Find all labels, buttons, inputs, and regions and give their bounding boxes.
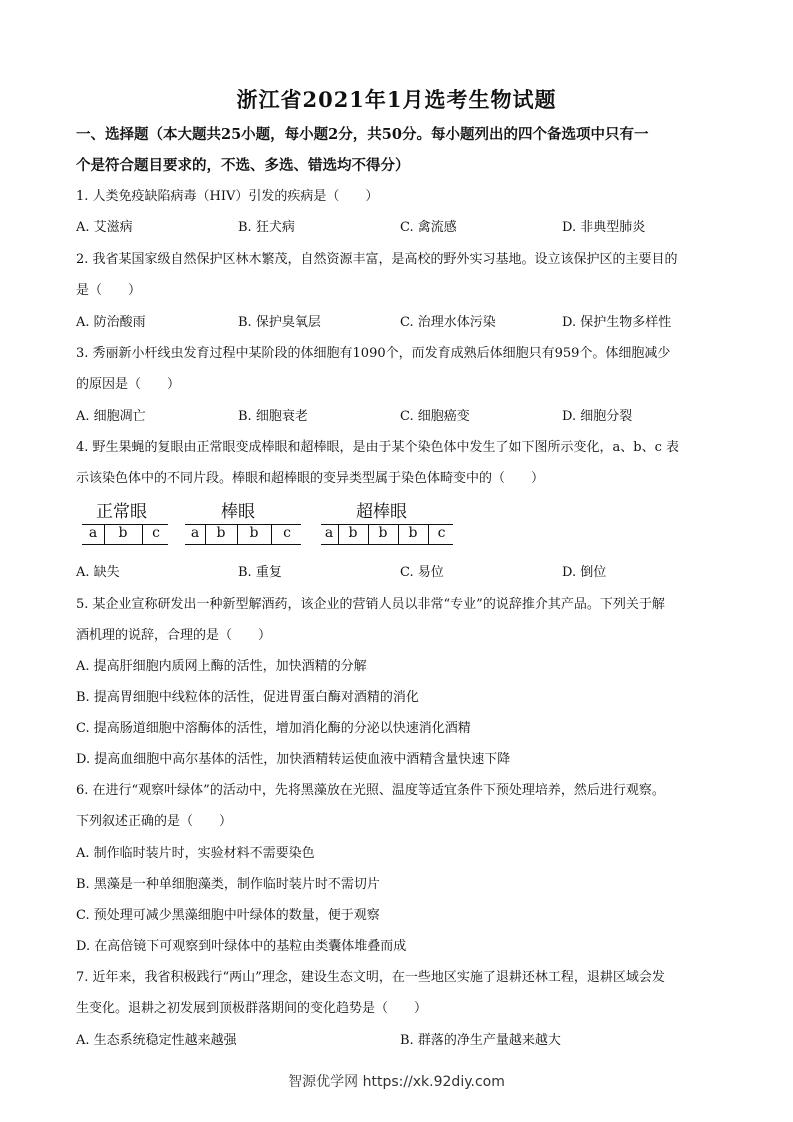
q5-option-b: B. 提高胃细胞中线粒体的活性，促进胃蛋白酶对酒精的消化 (76, 690, 419, 705)
section-heading-line-2: 个是符合题目要求的，不选、多选、错选均不得分） (76, 157, 410, 174)
q2-option-b: B. 保护臭氧层 (238, 315, 321, 330)
q5-option-c: C. 提高肠道细胞中溶酶体的活性，增加消化酶的分泌以快速消化酒精 (76, 721, 471, 736)
q7-stem-line-2: 生变化。退耕之初发展到顶极群落期间的变化趋势是（ ） (76, 1001, 428, 1016)
q1-option-a: A. 艾滋病 (76, 220, 133, 235)
bar-chromosome (185, 522, 301, 548)
superbar-eye-label: 超棒眼 (356, 502, 407, 522)
q7-stem-line-1: 7. 近年来，我省积极践行“两山”理念，建设生态文明，在一些地区实施了退耕还林工程，退耕区域会发 (76, 970, 665, 985)
q4-option-b: B. 重复 (238, 565, 282, 580)
q5-stem-line-2: 酒机理的说辞，合理的是（ ） (76, 628, 272, 643)
segment-b: b (348, 525, 358, 541)
q1-option-b: B. 狂犬病 (238, 220, 295, 235)
segment-c: c (437, 525, 446, 541)
segment-b: b (408, 525, 418, 541)
segment-a: a (324, 525, 334, 541)
q1-option-d: D. 非典型肺炎 (562, 220, 646, 235)
q3-stem-line-1: 3. 秀丽新小杆线虫发育过程中某阶段的体细胞有1090个，而发育成熟后体细胞只有959个。体细胞减少 (76, 346, 671, 361)
q3-option-a: A. 细胞凋亡 (76, 409, 146, 424)
q6-stem-line-1: 6. 在进行“观察叶绿体”的活动中，先将黑藻放在光照、温度等适宜条件下预处理培养，然后进行观察。 (76, 783, 665, 798)
q3-stem-line-2: 的原因是（ ） (76, 377, 181, 392)
q2-stem-line-1: 2. 我省某国家级自然保护区林木繁茂，自然资源丰富，是高校的野外实习基地。设立该保护区的主要目的 (76, 252, 678, 267)
q5-option-d: D. 提高血细胞中高尔基体的活性，加快酒精转运使血液中酒精含量快速下降 (76, 752, 511, 767)
q7-option-a: A. 生态系统稳定性越来越强 (76, 1033, 237, 1048)
q1-stem: 1. 人类免疫缺陷病毒（HIV）引发的疾病是（ ） (76, 189, 379, 204)
q6-stem-line-2: 下列叙述正确的是（ ） (76, 814, 233, 829)
q2-stem-line-2: 是（ ） (76, 283, 142, 298)
q3-option-d: D. 细胞分裂 (562, 409, 633, 424)
q5-option-a: A. 提高肝细胞内质网上酶的活性，加快酒精的分解 (76, 659, 367, 674)
section-heading-line-1: 一、选择题（本大题共25小题，每小题2分，共50分。每小题列出的四个备选项中只有一 (76, 126, 649, 143)
q3-option-b: B. 细胞衰老 (238, 409, 308, 424)
q6-option-a: A. 制作临时装片时，实验材料不需要染色 (76, 846, 315, 861)
segment-a: a (88, 525, 98, 541)
q7-option-b: B. 群落的净生产量越来越大 (400, 1033, 561, 1048)
q2-option-a: A. 防治酸雨 (76, 315, 146, 330)
q2-option-d: D. 保护生物多样性 (562, 315, 672, 330)
normal-eye-label: 正常眼 (96, 502, 147, 522)
q3-option-c: C. 细胞癌变 (400, 409, 470, 424)
bar-eye-label: 棒眼 (221, 502, 255, 522)
segment-b: b (249, 525, 259, 541)
footer-watermark: 智源优学网 https://xk.92diy.com (288, 1074, 505, 1090)
q5-stem-line-1: 5. 某企业宣称研发出一种新型解酒药，该企业的营销人员以非常“专业”的说辞推介其产品。下列关于解 (76, 597, 665, 612)
superbar-chromosome (321, 522, 453, 548)
segment-b: b (118, 525, 128, 541)
q4-option-c: C. 易位 (400, 565, 444, 580)
segment-b: b (378, 525, 388, 541)
q6-option-d: D. 在高倍镜下可观察到叶绿体中的基粒由类囊体堆叠而成 (76, 939, 407, 954)
q1-option-c: C. 禽流感 (400, 220, 457, 235)
segment-c: c (283, 525, 291, 541)
q6-option-c: C. 预处理可减少黑藻细胞中叶绿体的数量，便于观察 (76, 908, 380, 923)
page-title: 浙江省2021年1月选考生物试题 (236, 87, 557, 112)
q4-option-a: A. 缺失 (76, 565, 120, 580)
q4-stem-line-2: 示该染色体中的不同片段。棒眼和超棒眼的变异类型属于染色体畸变中的（ ） (76, 471, 545, 486)
segment-a: a (190, 525, 200, 541)
segment-b: b (216, 525, 226, 541)
q6-option-b: B. 黑藻是一种单细胞藻类，制作临时装片时不需切片 (76, 877, 380, 892)
q4-option-d: D. 倒位 (562, 565, 607, 580)
q2-option-c: C. 治理水体污染 (400, 315, 496, 330)
q4-stem-line-1: 4. 野生果蝇的复眼由正常眼变成棒眼和超棒眼，是由于某个染色体中发生了如下图所示变化，a、b、c 表 (76, 440, 680, 455)
segment-c: c (152, 525, 160, 541)
normal-chromosome (82, 522, 168, 548)
